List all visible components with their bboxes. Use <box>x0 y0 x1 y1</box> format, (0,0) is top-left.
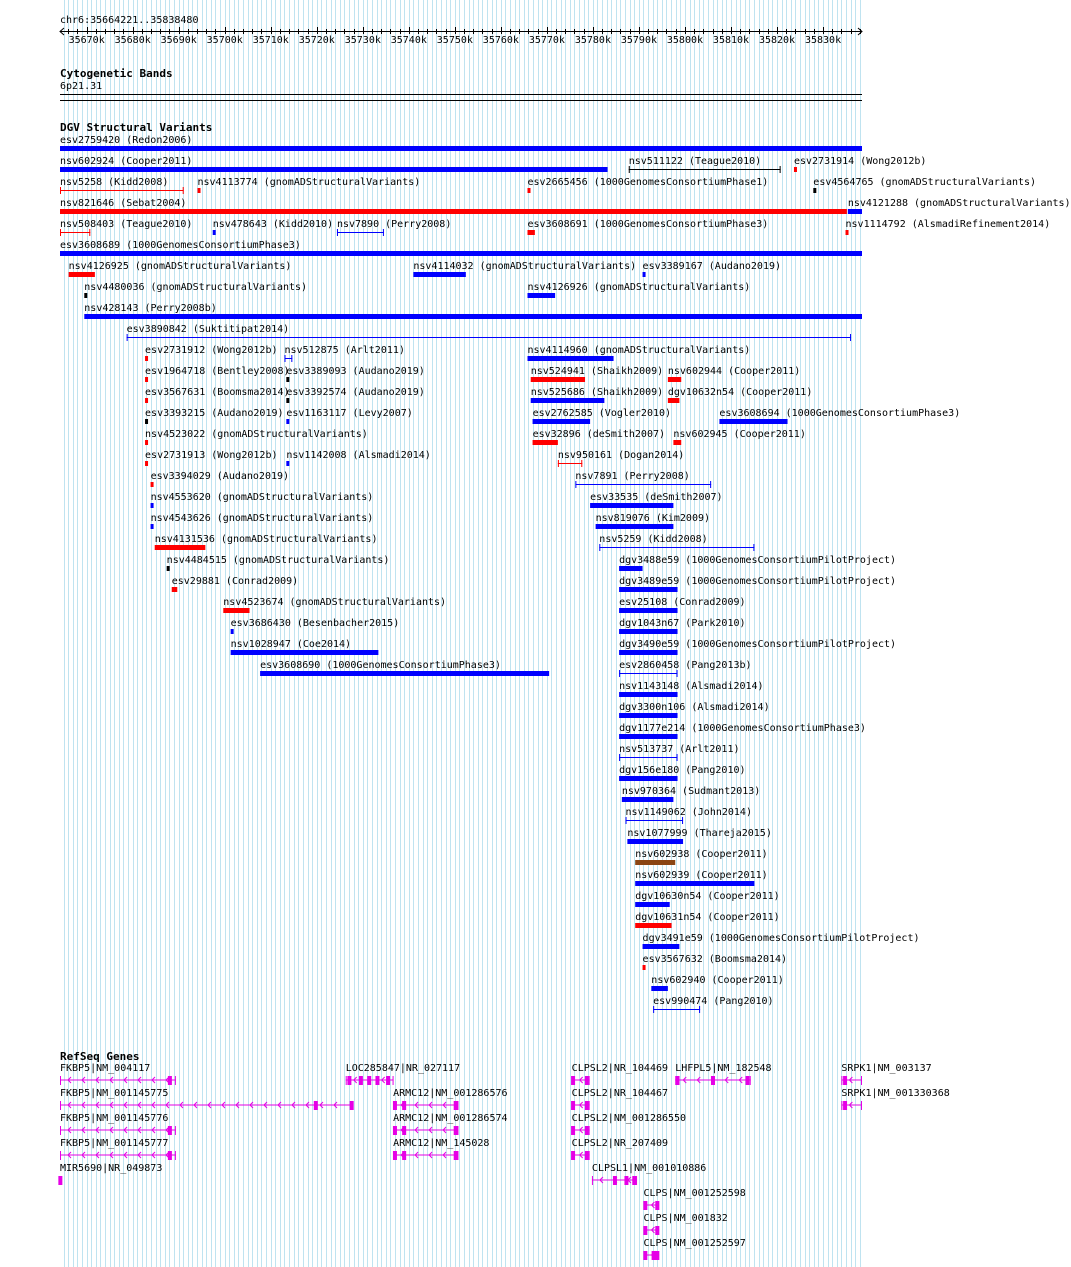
variant-bar <box>846 230 849 235</box>
variant-label[interactable]: esv1964718 (Bentley2008) <box>145 366 290 377</box>
variant-bar <box>213 230 216 235</box>
gene-label[interactable]: FKBP5|NM_001145775 <box>60 1088 169 1099</box>
gene-exon <box>843 1076 847 1085</box>
variant-label[interactable]: nsv4131536 (gnomADStructuralVariants) <box>154 534 378 545</box>
variant-label[interactable]: nsv602945 (Cooper2011) <box>673 429 806 440</box>
gene-label[interactable]: CLPSL2|NR_104469 <box>571 1063 668 1074</box>
dgv-track-title[interactable]: DGV Structural Variants <box>60 121 213 134</box>
variant-label[interactable]: dgv3490e59 (1000GenomesConsortiumPilotProject) <box>619 639 897 650</box>
cytoband-line-bottom <box>60 100 862 101</box>
ruler-tick-label: 35810k <box>712 35 750 46</box>
cytoband-label[interactable]: 6p21.31 <box>60 81 103 92</box>
variant-bar <box>145 440 148 445</box>
variant-label[interactable]: nsv4126925 (gnomADStructuralVariants) <box>68 261 292 272</box>
gene-exon <box>571 1076 575 1085</box>
variant-label[interactable]: esv990474 (Pang2010) <box>653 996 774 1007</box>
variant-bar <box>619 650 677 655</box>
variant-label[interactable]: esv2759420 (Redon2006) <box>60 135 193 146</box>
variant-label[interactable]: dgv3491e59 (1000GenomesConsortiumPilotProject) <box>642 933 920 944</box>
variant-label[interactable]: esv3389093 (Audano2019) <box>286 366 425 377</box>
gene-exon <box>745 1076 749 1085</box>
variant-bar <box>619 608 677 613</box>
variant-label[interactable]: esv2860458 (Pang2013b) <box>619 660 752 671</box>
variant-label[interactable]: nsv7890 (Perry2008) <box>336 219 452 230</box>
variant-label[interactable]: nsv4121288 (gnomADStructuralVariants) <box>847 198 1071 209</box>
variant-label[interactable]: nsv5258 (Kidd2008) <box>60 177 169 188</box>
variant-label[interactable]: esv33535 (deSmith2007) <box>590 492 723 503</box>
gene-exon <box>585 1126 589 1135</box>
variant-label[interactable]: nsv4114960 (gnomADStructuralVariants) <box>527 345 751 356</box>
variant-label[interactable]: esv32896 (deSmith2007) <box>532 429 666 440</box>
variant-bar <box>151 524 154 529</box>
gene-label[interactable]: FKBP5|NM_001145776 <box>60 1113 169 1124</box>
gene-exon <box>168 1151 172 1160</box>
variant-label[interactable]: esv1163117 (Levy2007) <box>286 408 413 419</box>
variant-bar <box>413 272 465 277</box>
variant-label[interactable]: nsv4113774 (gnomADStructuralVariants) <box>197 177 421 188</box>
variant-label[interactable]: esv29881 (Conrad2009) <box>171 576 299 587</box>
gene-label[interactable]: CLPSL2|NR_207409 <box>571 1138 668 1149</box>
variant-label[interactable]: dgv10631n54 (Cooper2011) <box>635 912 780 923</box>
gene-exon <box>585 1101 589 1110</box>
ruler-tick-label: 35700k <box>206 35 243 46</box>
variant-label[interactable]: esv2731912 (Wong2012b) <box>145 345 278 356</box>
gene-exon <box>585 1151 589 1160</box>
variant-label[interactable]: nsv602944 (Cooper2011) <box>667 366 801 377</box>
variant-label[interactable]: nsv511122 (Teague2010) <box>628 156 762 167</box>
variant-bar <box>198 188 201 193</box>
variant-label[interactable]: nsv4553620 (gnomADStructuralVariants) <box>150 492 374 503</box>
ruler-tick-label: 35780k <box>574 35 611 46</box>
variant-bar <box>84 314 862 319</box>
variant-bar <box>533 440 558 445</box>
gene-exon <box>632 1176 636 1185</box>
gene-exon <box>571 1101 575 1110</box>
variant-bar <box>619 692 677 697</box>
variant-label[interactable]: esv3394029 (Audano2019) <box>150 471 290 482</box>
variant-label[interactable]: esv3567631 (Boomsma2014) <box>145 387 290 398</box>
variant-bar <box>172 587 178 592</box>
gene-label[interactable]: CLPSL2|NM_001286550 <box>571 1113 687 1124</box>
variant-bar <box>286 461 289 466</box>
variant-bar <box>622 797 674 802</box>
variant-bar <box>668 398 680 403</box>
variant-bar <box>167 566 170 571</box>
variant-label[interactable]: nsv478643 (Kidd2010) <box>212 219 334 230</box>
variant-bar <box>286 419 289 424</box>
variant-label[interactable]: nsv508403 (Teague2010) <box>60 219 193 230</box>
variant-label[interactable]: nsv4543626 (gnomADStructuralVariants) <box>150 513 374 524</box>
ruler-tick-label: 35770k <box>528 35 565 46</box>
variant-bar <box>145 419 148 424</box>
variant-bar <box>635 923 671 928</box>
variant-label[interactable]: nsv428143 (Perry2008b) <box>84 303 217 314</box>
gene-label[interactable]: ARMC12|NM_001286576 <box>393 1088 508 1099</box>
variant-bar <box>155 545 206 550</box>
gene-label[interactable]: SRPK1|NM_001330368 <box>841 1088 950 1099</box>
gene-label[interactable]: FKBP5|NM_004117 <box>60 1063 151 1074</box>
variant-bar <box>619 776 677 781</box>
variant-bar <box>643 944 680 949</box>
variant-bar <box>590 503 673 508</box>
variant-bar <box>60 167 608 172</box>
variant-label[interactable]: dgv1043n67 (Park2010) <box>619 618 746 629</box>
gene-exon <box>402 1126 406 1135</box>
variant-label[interactable]: esv3392574 (Audano2019) <box>286 387 425 398</box>
variant-label[interactable]: nsv821646 (Sebat2004) <box>60 198 187 209</box>
ruler-tick-label: 35740k <box>390 35 427 46</box>
gene-exon <box>168 1076 172 1085</box>
variant-bar <box>794 167 797 172</box>
variant-label[interactable]: dgv3488e59 (1000GenomesConsortiumPilotProject) <box>619 555 897 566</box>
variant-label[interactable]: esv3608691 (1000GenomesConsortiumPhase3) <box>527 219 769 230</box>
variant-bar <box>151 503 154 508</box>
ruler-tick-label: 35820k <box>758 35 796 46</box>
variant-label[interactable]: nsv4523674 (gnomADStructuralVariants) <box>223 597 447 608</box>
variant-bar <box>619 713 677 718</box>
ruler-tick-label: 35690k <box>160 35 197 46</box>
variant-label[interactable]: esv2665456 (1000GenomesConsortiumPhase1) <box>527 177 769 188</box>
gene-label[interactable]: FKBP5|NM_001145777 <box>60 1138 169 1149</box>
ruler-tick-label: 35670k <box>68 35 105 46</box>
gene-exon <box>168 1126 172 1135</box>
variant-label[interactable]: dgv10630n54 (Cooper2011) <box>635 891 780 902</box>
variant-bar <box>643 965 646 970</box>
gene-exon <box>454 1151 458 1160</box>
variant-bar <box>596 524 674 529</box>
variant-bar <box>619 734 677 739</box>
variant-label[interactable]: nsv1114792 (AlsmadiRefinement2014) <box>845 219 1051 230</box>
variant-label[interactable]: nsv4114032 (gnomADStructuralVariants) <box>413 261 637 272</box>
ruler-tick-label: 35830k <box>804 35 842 46</box>
gene-exon <box>314 1101 318 1110</box>
variant-bar <box>635 881 754 886</box>
variant-label[interactable]: nsv7891 (Perry2008) <box>575 471 690 482</box>
ruler-tick-label: 35720k <box>298 35 335 46</box>
variant-label[interactable]: esv2731914 (Wong2012b) <box>793 156 927 167</box>
variant-bar <box>69 272 95 277</box>
variant-label[interactable]: nsv512875 (Arlt2011) <box>284 345 405 356</box>
variant-bar <box>145 398 148 403</box>
variant-bar <box>528 293 556 298</box>
ruler-tick-label: 35710k <box>252 35 289 46</box>
variant-label[interactable]: nsv4523022 (gnomADStructuralVariants) <box>145 429 368 440</box>
ruler-tick-label: 35750k <box>436 35 473 46</box>
variant-bar <box>651 986 668 991</box>
gene-exon <box>585 1076 589 1085</box>
gene-exon <box>359 1076 363 1085</box>
variant-bar <box>145 377 148 382</box>
variant-label[interactable]: nsv1142008 (Alsmadi2014) <box>286 450 431 461</box>
variant-bar <box>60 146 862 151</box>
gene-exon <box>571 1151 575 1160</box>
variant-label[interactable]: esv2731913 (Wong2012b) <box>145 450 278 461</box>
variant-bar <box>60 209 847 214</box>
variant-bar <box>528 356 614 361</box>
variant-label[interactable]: dgv10632n54 (Cooper2011) <box>667 387 813 398</box>
variant-bar <box>643 272 646 277</box>
variant-bar <box>145 356 148 361</box>
gene-exon <box>350 1101 354 1110</box>
gene-exon <box>613 1176 617 1185</box>
cytoband-line-top <box>60 94 862 95</box>
variant-label[interactable]: esv3608690 (1000GenomesConsortiumPhase3) <box>260 660 501 671</box>
gene-exon <box>454 1126 458 1135</box>
cytobands-title[interactable]: Cytogenetic Bands <box>60 67 173 80</box>
variant-bar <box>223 608 249 613</box>
variant-bar <box>528 188 531 193</box>
variant-bar <box>619 566 642 571</box>
variant-bar <box>528 230 535 235</box>
variant-label[interactable]: esv4564765 (gnomADStructuralVariants) <box>813 177 1037 188</box>
ruler-tick-label: 35730k <box>344 35 381 46</box>
variant-label[interactable]: esv3389167 (Audano2019) <box>642 261 782 272</box>
variant-label[interactable]: esv3393215 (Audano2019) <box>145 408 284 419</box>
variant-bar <box>286 377 289 382</box>
variant-bar <box>627 839 683 844</box>
ruler-tick-label: 35760k <box>482 35 519 46</box>
gene-exon <box>375 1076 379 1085</box>
variant-bar <box>231 629 234 634</box>
variant-label[interactable]: nsv1028947 (Coe2014) <box>230 639 352 650</box>
gene-label[interactable]: CLPS|NM_001252597 <box>643 1238 746 1249</box>
variant-label[interactable]: nsv602939 (Cooper2011) <box>635 870 768 881</box>
variant-bar <box>673 440 681 445</box>
variant-label[interactable]: nsv950161 (Dogan2014) <box>557 450 685 461</box>
gene-label[interactable]: CLPS|NM_001832 <box>643 1213 728 1224</box>
variant-label[interactable]: nsv4484515 (gnomADStructuralVariants) <box>166 555 390 566</box>
variant-label[interactable]: nsv5259 (Kidd2008) <box>599 534 708 545</box>
variant-label[interactable]: esv3608689 (1000GenomesConsortiumPhase3) <box>60 240 301 251</box>
variant-label[interactable]: dgv3489e59 (1000GenomesConsortiumPilotProject) <box>619 576 897 587</box>
variant-bar <box>719 419 787 424</box>
variant-bar <box>531 377 585 382</box>
variant-label[interactable]: esv3890842 (Suktitipat2014) <box>126 324 290 335</box>
gene-exon <box>624 1176 628 1185</box>
gene-label[interactable]: SRPK1|NM_003137 <box>841 1063 932 1074</box>
variant-bar <box>286 398 289 403</box>
gene-label[interactable]: LOC285847|NR_027117 <box>345 1063 461 1074</box>
variant-bar <box>84 293 87 298</box>
variant-label[interactable]: nsv525686 (Shaikh2009) <box>530 387 664 398</box>
variant-bar <box>145 461 148 466</box>
variant-label[interactable]: esv25108 (Conrad2009) <box>619 597 746 608</box>
variant-label[interactable]: nsv602938 (Cooper2011) <box>635 849 768 860</box>
variant-bar <box>813 188 816 193</box>
gene-exon <box>843 1101 847 1110</box>
variant-label[interactable]: nsv1077999 (Thareja2015) <box>627 828 772 839</box>
variant-label[interactable]: dgv1177e214 (1000GenomesConsortiumPhase3) <box>619 723 866 734</box>
variant-label[interactable]: dgv3300n106 (Alsmadi2014) <box>619 702 770 713</box>
gene-label[interactable]: CLPS|NM_001252598 <box>643 1188 746 1199</box>
variant-label[interactable]: nsv4126926 (gnomADStructuralVariants) <box>527 282 751 293</box>
variant-bar <box>533 419 591 424</box>
variant-bar <box>231 650 379 655</box>
variant-label[interactable]: nsv4480036 (gnomADStructuralVariants) <box>84 282 308 293</box>
variant-label[interactable]: esv3567632 (Boomsma2014) <box>642 954 788 965</box>
variant-bar <box>848 209 862 214</box>
gene-label[interactable]: ARMC12|NM_145028 <box>393 1138 490 1149</box>
variant-label[interactable]: nsv602940 (Cooper2011) <box>651 975 784 986</box>
variant-label[interactable]: nsv524941 (Shaikh2009) <box>530 366 664 377</box>
variant-bar <box>531 398 605 403</box>
position-label: chr6:35664221..35838480 <box>60 15 199 26</box>
variant-label[interactable]: nsv1149062 (John2014) <box>625 807 752 818</box>
gene-label[interactable]: ARMC12|NM_001286574 <box>393 1113 508 1124</box>
variant-label[interactable]: nsv970364 (Sudmant2013) <box>621 786 761 797</box>
ruler-tick-label: 35790k <box>620 35 657 46</box>
variant-bar <box>151 482 154 487</box>
variant-bar <box>635 860 675 865</box>
ruler-tick-label: 35800k <box>666 35 704 46</box>
gene-exon <box>402 1151 406 1160</box>
gene-exon <box>652 1251 656 1260</box>
gene-label[interactable]: LHFPL5|NM_182548 <box>675 1063 772 1074</box>
variant-bar <box>619 587 677 592</box>
gene-exon <box>367 1076 371 1085</box>
gene-exon <box>386 1076 390 1085</box>
variant-label[interactable]: dgv156e180 (Pang2010) <box>619 765 746 776</box>
variant-label[interactable]: esv3608694 (1000GenomesConsortiumPhase3) <box>719 408 961 419</box>
variant-label[interactable]: nsv513737 (Arlt2011) <box>619 744 740 755</box>
gene-label[interactable]: MIR5690|NR_049873 <box>60 1163 163 1174</box>
gene-exon <box>571 1126 575 1135</box>
variant-bar <box>668 377 681 382</box>
variant-label[interactable]: nsv819076 (Kim2009) <box>595 513 710 524</box>
variant-bar <box>619 629 677 634</box>
variant-label[interactable]: esv3686430 (Besenbacher2015) <box>230 618 400 629</box>
variant-bar <box>635 902 670 907</box>
variant-label[interactable]: nsv602924 (Cooper2011) <box>60 156 193 167</box>
gene-label[interactable]: CLPSL1|NM_001010886 <box>591 1163 707 1174</box>
variant-bar <box>60 251 862 256</box>
gene-exon <box>347 1076 351 1085</box>
variant-label[interactable]: nsv1143148 (Alsmadi2014) <box>619 681 764 692</box>
variant-bar <box>260 671 549 676</box>
gene-label[interactable]: CLPSL2|NR_104467 <box>571 1088 668 1099</box>
gene-exon <box>454 1101 458 1110</box>
variant-label[interactable]: esv2762585 (Vogler2010) <box>532 408 672 419</box>
gene-exon <box>402 1101 406 1110</box>
refseq-track-title[interactable]: RefSeq Genes <box>60 1050 140 1063</box>
ruler-tick-label: 35680k <box>114 35 151 46</box>
gene-exon <box>711 1076 715 1085</box>
